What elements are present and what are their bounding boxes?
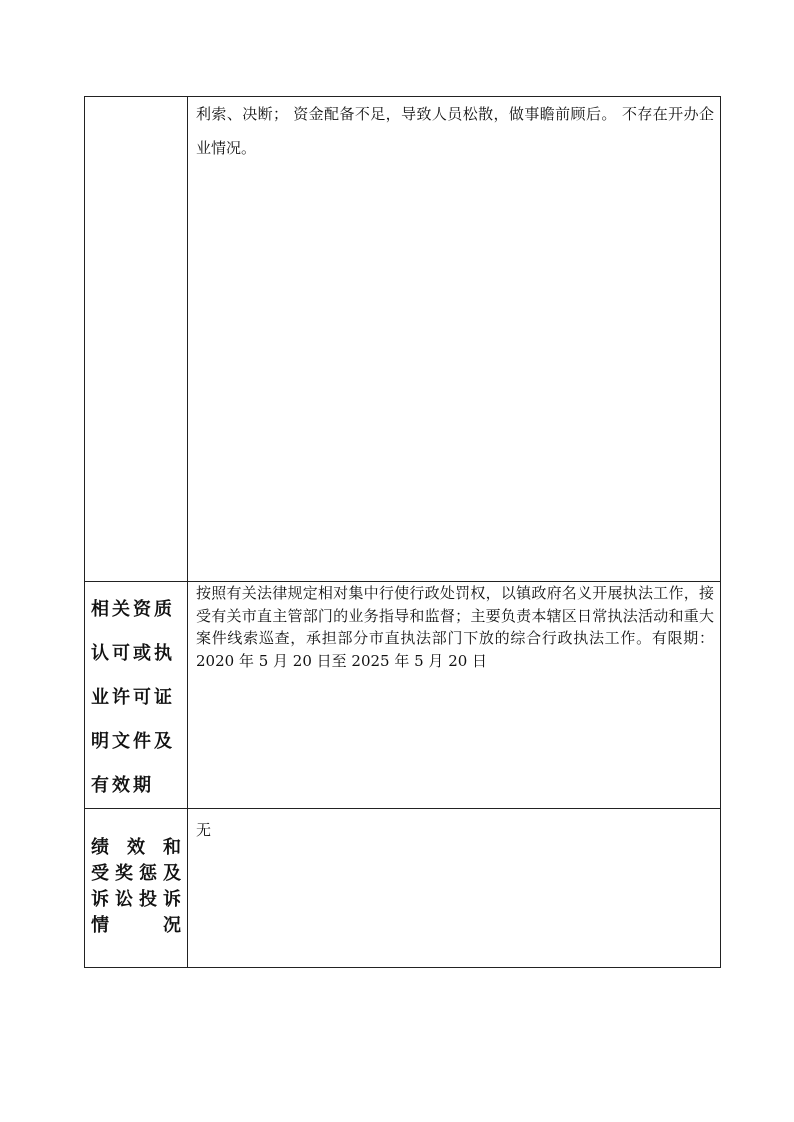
qualification-content-cell bbox=[188, 582, 721, 809]
qualification-label-line: 认可或执 bbox=[91, 643, 175, 664]
performance-label-cell bbox=[85, 809, 188, 968]
table-row bbox=[85, 97, 721, 582]
qualification-label-line: 业许可证 bbox=[91, 687, 175, 708]
qualification-label-line: 有效期 bbox=[91, 775, 154, 796]
table-row bbox=[85, 809, 721, 968]
description-text: 利索、决断； 资金配备不足，导致人员松散，做事瞻前顾后。 不存在开办企业情况。 bbox=[196, 105, 714, 157]
qualification-label-cell bbox=[85, 582, 188, 809]
content-cell bbox=[188, 97, 721, 582]
qualification-label-line: 明文件及 bbox=[91, 731, 175, 752]
performance-label-line: 情 况 bbox=[91, 915, 181, 936]
performance-content-cell bbox=[188, 809, 721, 968]
performance-text: 无 bbox=[196, 821, 212, 839]
performance-label-line: 受奖惩及 bbox=[91, 863, 181, 884]
qualification-text: 按照有关法律规定相对集中行使行政处罚权，以镇政府名义开展执法工作，接受有关市直主管部门的业务指导和监督；主要负责本辖区日常执法活动和重大案件线索巡查，承担部分市直执法部门下放的综合行政执法工作。有限期：2020 年 5 月 20 日至 2025 年 5 月 20 日 bbox=[196, 584, 714, 670]
label-cell-empty bbox=[85, 97, 188, 582]
table-row bbox=[85, 582, 721, 809]
form-table bbox=[84, 96, 721, 968]
performance-label-line: 绩 效 和 bbox=[91, 837, 181, 858]
qualification-label-line: 相关资质 bbox=[91, 599, 175, 620]
performance-label-line: 诉讼投诉 bbox=[91, 889, 181, 910]
